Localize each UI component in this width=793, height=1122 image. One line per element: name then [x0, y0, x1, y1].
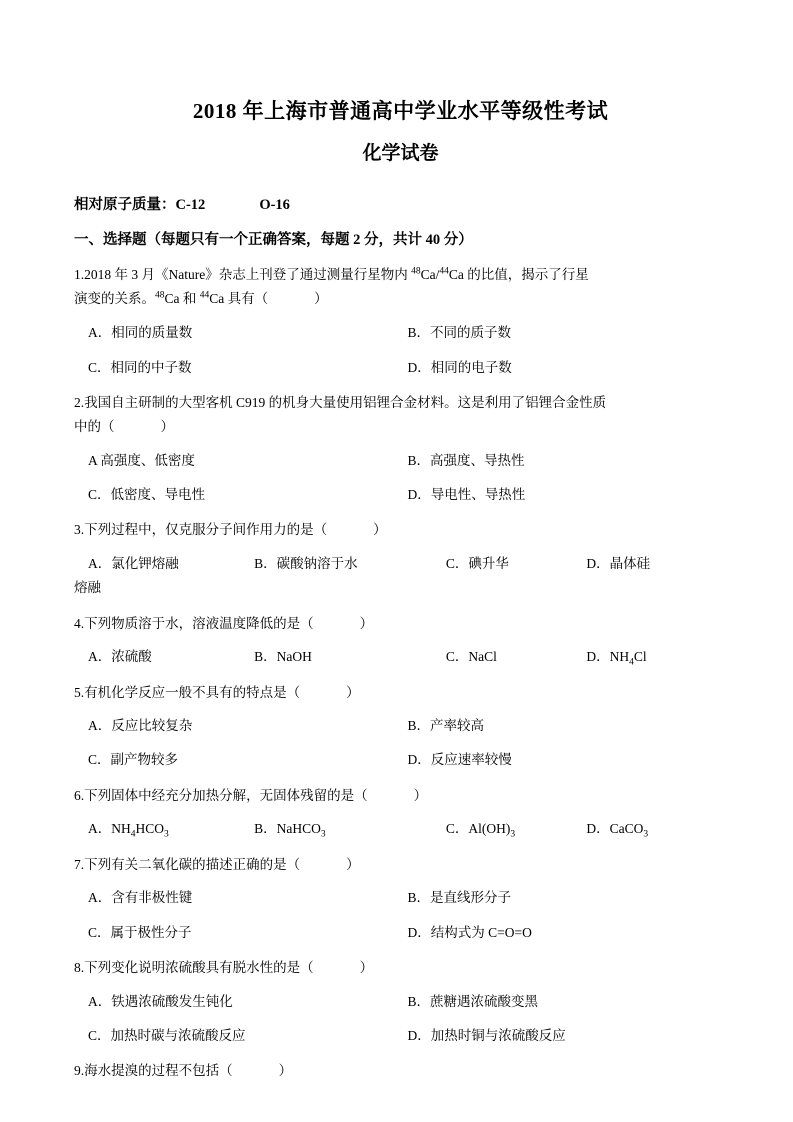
q4-option-a[interactable]: A．浓硫酸 — [88, 649, 152, 665]
question-5-stem — [74, 681, 727, 705]
q1-l2-sup-48: 48 — [155, 290, 165, 301]
question-1-stem-line2 — [74, 287, 727, 311]
question-2-stem: 2.我国自主研制的大型客机 C919 的机身大量使用铝锂合金材料。这是利用了铝锂合金性质 — [74, 394, 607, 410]
q6-option-a-sub1: 4 — [130, 830, 136, 841]
q1-l2-sup-44: 44 — [199, 290, 210, 301]
q1-stem-part1: 1.2018 年 3 月《Nature》杂志上刊登了通过测量行星物内 — [74, 267, 412, 283]
q6-stem-b: ） — [413, 787, 428, 803]
question-4-stem — [74, 612, 727, 636]
question-6-options — [74, 817, 727, 841]
q5-stem-b: ） — [346, 684, 360, 700]
question-5-options-row-1 — [74, 714, 727, 738]
q2-option-d[interactable]: D．导电性、导热性 — [407, 487, 526, 503]
q8-stem-b: ） — [359, 959, 374, 975]
q2-l2-b: ） — [160, 418, 174, 434]
q8-option-d[interactable]: D．加热时铜与浓硫酸反应 — [407, 1027, 566, 1043]
q5-option-d[interactable]: D．反应速率较慢 — [407, 752, 512, 768]
q4-option-c[interactable]: C．NaCl — [445, 649, 497, 665]
relative-atomic-mass-label: 相对原子质量：C-12 — [74, 197, 206, 213]
q1-mid1: Ca/ — [420, 267, 440, 283]
q6-option-b[interactable] — [254, 817, 446, 841]
q2-option-a[interactable]: A 高强度、低密度 — [88, 452, 195, 468]
q5-option-a[interactable]: A．反应比较复杂 — [88, 718, 193, 734]
q7-stem-a: 7.下列有关二氧化碳的描述正确的是（ — [74, 856, 301, 872]
q1-option-d[interactable]: D．相同的电子数 — [407, 359, 512, 375]
q5-option-c[interactable]: C．副产物较多 — [88, 752, 179, 768]
q6-option-a-mid: HCO — [135, 821, 165, 837]
q1-l2-c: Ca 具有（ — [209, 291, 269, 306]
q1-option-b[interactable]: B．不同的质子数 — [407, 325, 512, 341]
q7-option-a[interactable]: A．含有非极性键 — [88, 890, 193, 906]
question-1-stem — [74, 263, 727, 287]
q3-option-a[interactable]: A．氯化钾熔融 — [88, 556, 179, 572]
q8-option-a[interactable]: A．铁遇浓硫酸发生钝化 — [88, 993, 233, 1009]
question-1-options-row-2 — [74, 356, 727, 380]
page-title: 2018 年上海市普通高中学业水平等级性考试 — [192, 99, 609, 123]
q6-option-b-pre: B．NaHCO — [254, 821, 321, 837]
q6-option-c-sub: 3 — [510, 830, 516, 841]
q4-option-d-sub: 4 — [629, 657, 634, 668]
question-2-options-row-1 — [74, 449, 727, 473]
question-7-options-row-1 — [74, 886, 727, 910]
question-6-stem — [74, 784, 727, 808]
q4-stem-a: 4.下列物质溶于水，溶液温度降低的是（ — [74, 615, 314, 631]
q6-stem-a: 6.下列固体中经充分加热分解，无固体残留的是（ — [74, 787, 368, 803]
q6-option-d[interactable] — [586, 817, 727, 841]
page-subtitle: 化学试卷 — [362, 142, 439, 164]
question-8-options-row-1 — [74, 990, 727, 1014]
q2-option-b[interactable]: B．高强度、导热性 — [407, 452, 525, 468]
question-8-stem — [74, 956, 727, 980]
q1-sup-44: 44 — [439, 266, 449, 277]
question-2-stem-line2 — [74, 415, 727, 439]
question-2-options-row-2 — [74, 483, 727, 507]
q2-l2-a: 中的（ — [74, 418, 115, 434]
q6-option-a[interactable] — [74, 817, 254, 841]
q6-option-d-pre: D．CaCO — [586, 821, 644, 837]
q6-option-a-pre: A．NH — [88, 821, 131, 837]
q3-stem-b: ） — [373, 522, 387, 538]
q9-stem-a: 9.海水提溴的过程不包括（ — [74, 1063, 233, 1079]
q3-option-c[interactable]: C．碘升华 — [445, 556, 509, 572]
question-7-options-row-2 — [74, 921, 727, 945]
q7-option-b[interactable]: B．是直线形分子 — [407, 890, 512, 906]
relative-atomic-mass-line — [74, 194, 727, 217]
q4-option-d-pre: D．NH — [586, 649, 630, 665]
question-5-options-row-2 — [74, 748, 727, 772]
question-8-options-row-2 — [74, 1024, 727, 1048]
q6-option-d-sub: 3 — [643, 830, 649, 841]
q3-stem-a: 3.下列过程中，仅克服分子间作用力的是（ — [74, 522, 328, 538]
q4-stem-b: ） — [359, 615, 374, 631]
q6-option-c-pre: C．Al(OH) — [445, 821, 511, 837]
q8-option-b[interactable]: B．蔗糖遇浓硫酸变黑 — [407, 993, 539, 1009]
q4-option-d-post: Cl — [633, 649, 647, 665]
q3-option-d[interactable]: D．晶体硅 — [586, 556, 651, 572]
q1-option-c[interactable]: C．相同的中子数 — [88, 359, 192, 375]
question-9-stem — [74, 1059, 727, 1083]
question-1-options-row-1 — [74, 321, 727, 345]
q4-option-d[interactable] — [586, 645, 727, 669]
question-4-options — [74, 645, 727, 669]
q7-option-d[interactable]: D．结构式为 C=O=O — [407, 924, 532, 940]
q1-option-a[interactable]: A．相同的质量数 — [88, 325, 193, 341]
q4-option-b[interactable]: B．NaOH — [254, 649, 312, 665]
q5-option-b[interactable]: B．产率较高 — [407, 718, 485, 734]
q2-option-c[interactable]: C．低密度、导电性 — [88, 487, 206, 503]
q1-l2-b: Ca 和 — [164, 291, 200, 306]
q6-option-b-sub: 3 — [320, 830, 326, 841]
q7-stem-b: ） — [346, 856, 360, 872]
section-heading-multiple-choice: 一、选择题（每题只有一个正确答案，每题 2 分，共计 40 分） — [74, 232, 473, 249]
question-3-option-d-continuation: 熔融 — [74, 580, 101, 596]
q5-stem-a: 5.有机化学反应一般不具有的特点是（ — [74, 684, 301, 700]
q6-option-c[interactable] — [446, 817, 587, 841]
q8-stem-a: 8.下列变化说明浓硫酸具有脱水性的是（ — [74, 959, 314, 975]
relative-atomic-mass-value: O-16 — [259, 197, 290, 213]
q9-stem-b: ） — [278, 1063, 293, 1079]
q6-option-a-sub2: 3 — [164, 830, 169, 841]
question-3-stem — [74, 518, 727, 542]
q3-option-b[interactable]: B．碳酸钠溶于水 — [254, 556, 358, 572]
q7-option-c[interactable]: C．属于极性分子 — [88, 924, 192, 940]
q1-l2-d: ） — [314, 291, 328, 306]
q1-sup-48: 48 — [411, 266, 421, 277]
question-7-stem — [74, 853, 727, 877]
question-3-options — [74, 552, 727, 576]
q8-option-c[interactable]: C．加热时碳与浓硫酸反应 — [88, 1027, 246, 1043]
q1-l2-a: 演变的关系。 — [74, 291, 155, 306]
q1-mid2: Ca 的比值，揭示了行星 — [448, 267, 589, 283]
